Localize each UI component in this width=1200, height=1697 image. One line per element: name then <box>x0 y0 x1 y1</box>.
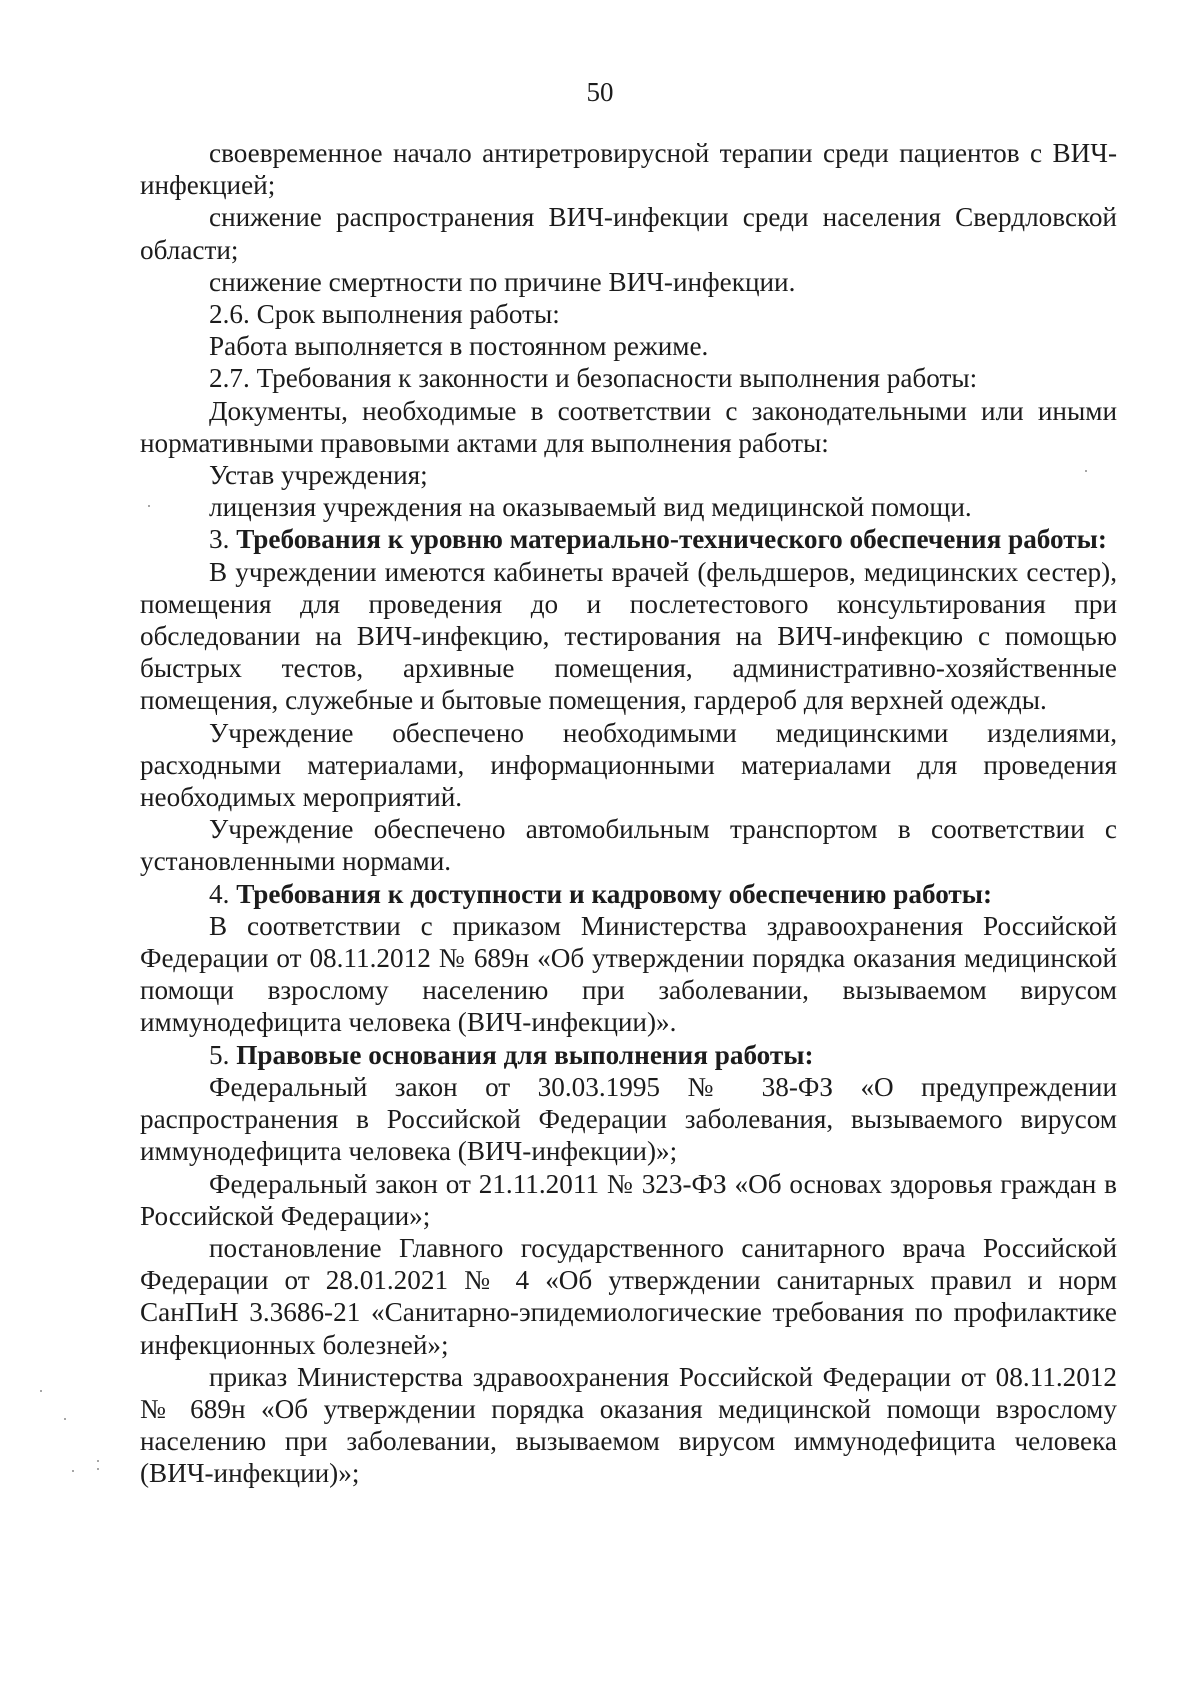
paragraph: В учреждении имеются кабинеты врачей (фельдшеров, медицинских сестер), помещения для проведения до и послетестового консультирования при обследовании на ВИЧ-инфекцию, тестирования на ВИЧ-инфекцию с помощью быстрых тестов, архивные помещения, административно-хозяйственные помещения, служебные и бытовые помещения, гардероб для верхней одежды. <box>140 556 1117 716</box>
paragraph: Устав учреждения; <box>209 460 428 491</box>
paragraph: снижение распространения ВИЧ-инфекции среди населения Свердловской области; <box>140 202 1117 265</box>
section-title: Требования к уровню материально-технического обеспечения работы: <box>236 524 1107 555</box>
section-heading-3 <box>140 523 1117 555</box>
scan-speck <box>97 1460 99 1462</box>
section-number: 5. <box>209 1039 237 1070</box>
paragraph: 2.6. Срок выполнения работы: <box>209 299 560 330</box>
scan-speck <box>64 1418 66 1420</box>
section-number: 4. <box>209 878 237 909</box>
scan-speck <box>148 505 150 507</box>
paragraph: лицензия учреждения на оказываемый вид медицинской помощи. <box>209 492 972 523</box>
section-title: Правовые основания для выполнения работы: <box>236 1039 814 1070</box>
paragraph: Учреждение обеспечено автомобильным транспортом в соответствии с установленными нормами. <box>140 814 1117 877</box>
scan-speck <box>72 1470 74 1472</box>
paragraph: Работа выполняется в постоянном режиме. <box>209 331 709 362</box>
section-number: 3. <box>209 524 237 555</box>
paragraph: 2.7. Требования к законности и безопасности выполнения работы: <box>209 363 978 394</box>
page-number: 50 <box>586 77 614 107</box>
paragraph: Федеральный закон от 30.03.1995 № 38-ФЗ «О предупреждении распространения в Российской Федерации заболевания, вызываемого вирусом иммунодефицита человека (ВИЧ-инфекции)»; <box>140 1071 1117 1167</box>
section-heading-5 <box>140 1039 1117 1071</box>
scan-speck <box>97 1468 99 1470</box>
paragraph: снижение смертности по причине ВИЧ-инфекции. <box>209 266 796 297</box>
paragraph: приказ Министерства здравоохранения Российской Федерации от 08.11.2012 № 689н «Об утверждении порядка оказания медицинской помощи взрослому населению при заболевании, вызываемом вирусом иммунодефицита человека (ВИЧ-инфекции)»; <box>140 1361 1117 1489</box>
paragraph: Федеральный закон от 21.11.2011 № 323-ФЗ «Об основах здоровья граждан в Российской Федерации»; <box>140 1168 1117 1231</box>
paragraph: Учреждение обеспечено необходимыми медицинскими изделиями, расходными материалами, информационными материалами для проведения необходимых мероприятий. <box>140 717 1117 813</box>
paragraph: В соответствии с приказом Министерства здравоохранения Российской Федерации от 08.11.2012 № 689н «Об утверждении порядка оказания медицинской помощи взрослому населению при заболевании, вызываемом вирусом иммунодефицита человека (ВИЧ-инфекции)». <box>140 910 1117 1038</box>
paragraph: своевременное начало антиретровирусной терапии среди пациентов с ВИЧ-инфекцией; <box>140 138 1117 201</box>
paragraph: Документы, необходимые в соответствии с законодательными или иными нормативными правовыми актами для выполнения работы: <box>140 395 1117 458</box>
scan-speck <box>40 1390 42 1392</box>
document-body <box>140 137 1117 1490</box>
paragraph: постановление Главного государственного санитарного врача Российской Федерации от 28.01.2021 № 4 «Об утверждении санитарных правил и норм СанПиН 3.3686-21 «Санитарно-эпидемиологические требования по профилактике инфекционных болезней»; <box>140 1232 1117 1360</box>
section-title: Требования к доступности и кадровому обеспечению работы: <box>236 878 993 909</box>
scan-speck <box>1085 470 1087 472</box>
section-heading-4 <box>140 878 1117 910</box>
